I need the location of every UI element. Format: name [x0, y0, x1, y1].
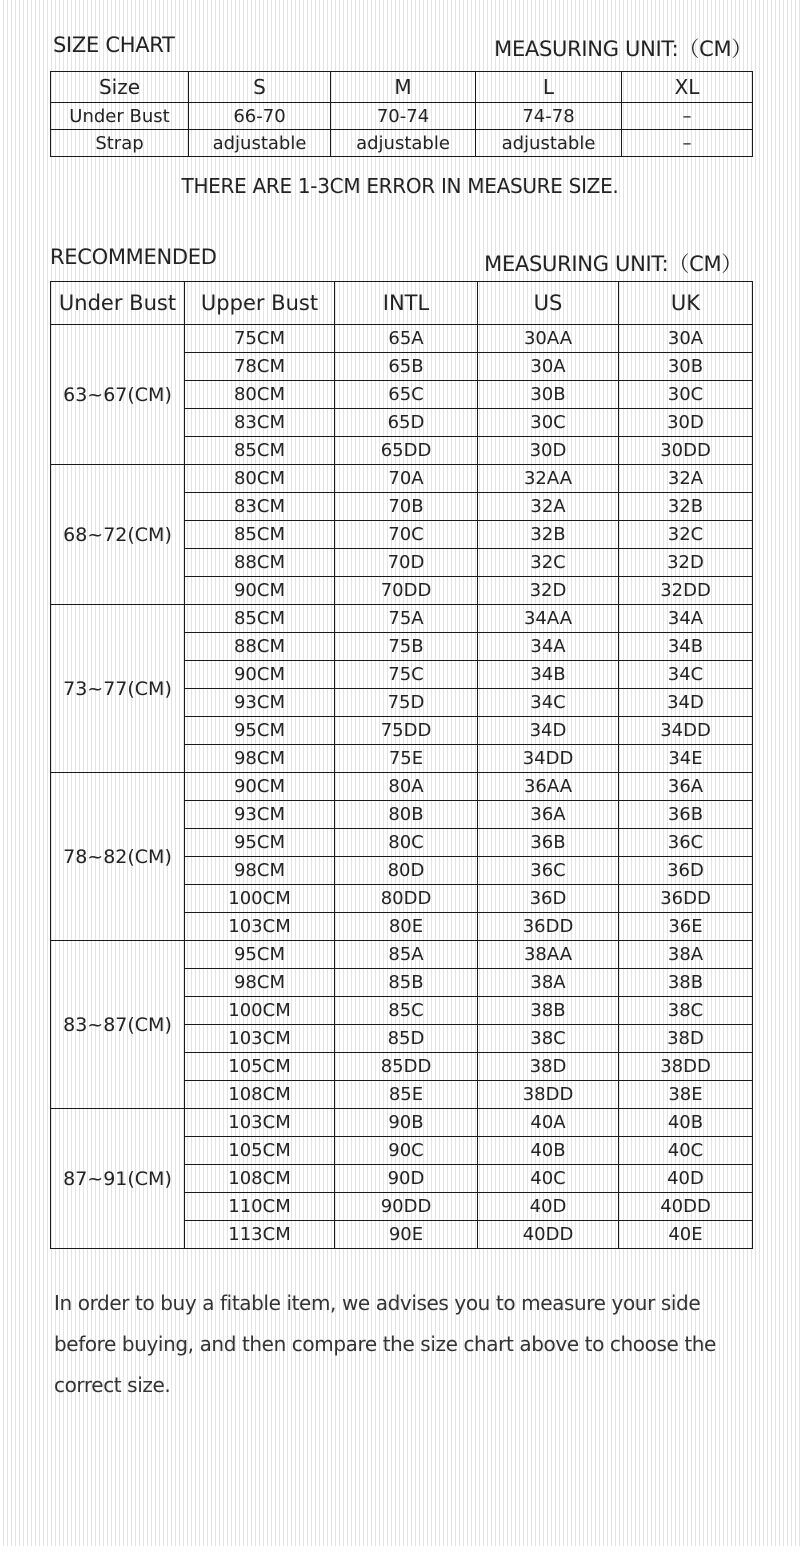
recommended-cell: 80CM: [185, 381, 335, 409]
recommended-cell: 32C: [619, 521, 753, 549]
recommended-cell: 34A: [619, 605, 753, 633]
recommended-cell: 90CM: [185, 773, 335, 801]
recommended-cell: 36A: [619, 773, 753, 801]
recommended-cell: 40C: [619, 1137, 753, 1165]
recommended-cell: 95CM: [185, 829, 335, 857]
recommended-cell: 36B: [619, 801, 753, 829]
recommended-cell: 85A: [335, 941, 478, 969]
recommended-cell: 36A: [478, 801, 619, 829]
recommended-cell: 75E: [335, 745, 478, 773]
recommended-cell: 34A: [478, 633, 619, 661]
recommended-cell: 98CM: [185, 857, 335, 885]
recommended-cell: 65DD: [335, 437, 478, 465]
recommended-cell: 103CM: [185, 913, 335, 941]
recommended-cell: 93CM: [185, 689, 335, 717]
recommended-cell: 90C: [335, 1137, 478, 1165]
recommended-cell: 32C: [478, 549, 619, 577]
recommended-cell: 36D: [619, 857, 753, 885]
recommended-cell: 110CM: [185, 1193, 335, 1221]
recommended-cell: 70D: [335, 549, 478, 577]
recommended-cell: 38D: [619, 1025, 753, 1053]
recommended-cell: 75DD: [335, 717, 478, 745]
recommended-cell: 34D: [619, 689, 753, 717]
recommended-cell: 75D: [335, 689, 478, 717]
measurement-advice: [54, 1283, 774, 1406]
recommended-cell: 32DD: [619, 577, 753, 605]
recommended-cell: 40D: [478, 1193, 619, 1221]
recommended-cell: 85B: [335, 969, 478, 997]
recommended-cell: 36C: [619, 829, 753, 857]
recommended-cell: 30C: [619, 381, 753, 409]
recommended-cell: 85E: [335, 1081, 478, 1109]
recommended-cell: 32A: [478, 493, 619, 521]
recommended-cell: 65D: [335, 409, 478, 437]
recommended-cell: 80C: [335, 829, 478, 857]
size-chart-header-cell: Size: [51, 72, 189, 103]
recommended-cell: 75A: [335, 605, 478, 633]
recommended-header-cell: INTL: [335, 282, 478, 325]
recommended-cell: 65C: [335, 381, 478, 409]
under-bust-range-cell: 87~91(CM): [51, 1109, 185, 1249]
recommended-cell: 38DD: [478, 1081, 619, 1109]
recommended-cell: 38C: [478, 1025, 619, 1053]
table-row: [51, 465, 753, 493]
size-chart-header-row: [51, 72, 753, 103]
recommended-cell: 34AA: [478, 605, 619, 633]
recommended-cell: 30A: [619, 325, 753, 353]
advice-line: before buying, and then compare the size chart above to choose the: [54, 1332, 716, 1356]
size-chart-header-cell: S: [189, 72, 331, 103]
recommended-cell: 90D: [335, 1165, 478, 1193]
recommended-cell: 70DD: [335, 577, 478, 605]
under-bust-range-cell: 73~77(CM): [51, 605, 185, 773]
recommended-cell: 98CM: [185, 969, 335, 997]
recommended-cell: 30DD: [619, 437, 753, 465]
under-bust-range-cell: 68~72(CM): [51, 465, 185, 605]
recommended-cell: 70A: [335, 465, 478, 493]
recommended-cell: 38C: [619, 997, 753, 1025]
recommended-cell: 105CM: [185, 1053, 335, 1081]
recommended-cell: 103CM: [185, 1025, 335, 1053]
recommended-cell: 34B: [619, 633, 753, 661]
recommended-header-row: [51, 282, 753, 325]
recommended-cell: 103CM: [185, 1109, 335, 1137]
recommended-cell: 70C: [335, 521, 478, 549]
advice-line: In order to buy a fitable item, we advises you to measure your side: [54, 1291, 701, 1315]
recommended-cell: 34C: [619, 661, 753, 689]
recommended-cell: 32AA: [478, 465, 619, 493]
size-chart-header-cell: L: [476, 72, 622, 103]
recommended-cell: 34DD: [619, 717, 753, 745]
recommended-cell: 78CM: [185, 353, 335, 381]
size-chart-cell: adjustable: [476, 130, 622, 157]
recommended-cell: 108CM: [185, 1165, 335, 1193]
recommended-cell: 30A: [478, 353, 619, 381]
recommended-cell: 40C: [478, 1165, 619, 1193]
size-chart-unit-label: MEASURING UNIT:（CM）: [494, 37, 752, 61]
recommended-cell: 38B: [478, 997, 619, 1025]
recommended-cell: 40D: [619, 1165, 753, 1193]
recommended-cell: 36DD: [478, 913, 619, 941]
under-bust-range-cell: 83~87(CM): [51, 941, 185, 1109]
recommended-cell: 108CM: [185, 1081, 335, 1109]
recommended-cell: 90DD: [335, 1193, 478, 1221]
recommended-cell: 80DD: [335, 885, 478, 913]
recommended-cell: 40B: [478, 1137, 619, 1165]
recommended-cell: 36E: [619, 913, 753, 941]
recommended-cell: 90E: [335, 1221, 478, 1249]
recommended-cell: 80E: [335, 913, 478, 941]
recommended-cell: 88CM: [185, 549, 335, 577]
size-chart-cell: adjustable: [331, 130, 476, 157]
recommended-cell: 90CM: [185, 577, 335, 605]
recommended-cell: 93CM: [185, 801, 335, 829]
size-chart-cell: Strap: [51, 130, 189, 157]
recommended-cell: 90B: [335, 1109, 478, 1137]
table-row: [51, 941, 753, 969]
size-chart-cell: 66-70: [189, 103, 331, 130]
recommended-cell: 98CM: [185, 745, 335, 773]
size-chart-cell: Under Bust: [51, 103, 189, 130]
recommended-cell: 80A: [335, 773, 478, 801]
measurement-error-note: THERE ARE 1-3CM ERROR IN MEASURE SIZE.: [181, 174, 619, 198]
recommended-cell: 34E: [619, 745, 753, 773]
size-chart-cell: 70-74: [331, 103, 476, 130]
recommended-header-cell: Upper Bust: [185, 282, 335, 325]
under-bust-range-cell: 63~67(CM): [51, 325, 185, 465]
recommended-cell: 85C: [335, 997, 478, 1025]
recommended-cell: 30D: [478, 437, 619, 465]
recommended-cell: 36DD: [619, 885, 753, 913]
size-chart-cell: adjustable: [189, 130, 331, 157]
size-chart-table: [50, 71, 753, 157]
recommended-cell: 38A: [478, 969, 619, 997]
recommended-cell: 88CM: [185, 633, 335, 661]
size-chart-header-cell: XL: [622, 72, 753, 103]
recommended-cell: 36C: [478, 857, 619, 885]
recommended-cell: 85CM: [185, 521, 335, 549]
recommended-cell: 83CM: [185, 493, 335, 521]
recommended-cell: 85DD: [335, 1053, 478, 1081]
recommended-cell: 80CM: [185, 465, 335, 493]
recommended-cell: 80D: [335, 857, 478, 885]
recommended-header-cell: UK: [619, 282, 753, 325]
table-row: [51, 325, 753, 353]
recommended-cell: 34DD: [478, 745, 619, 773]
recommended-cell: 85D: [335, 1025, 478, 1053]
recommended-cell: 40DD: [478, 1221, 619, 1249]
recommended-cell: 30C: [478, 409, 619, 437]
recommended-cell: 38A: [619, 941, 753, 969]
recommended-cell: 105CM: [185, 1137, 335, 1165]
recommended-table: [50, 281, 753, 1249]
recommended-cell: 34C: [478, 689, 619, 717]
table-row: [51, 1109, 753, 1137]
recommended-cell: 100CM: [185, 997, 335, 1025]
recommended-cell: 36B: [478, 829, 619, 857]
size-chart-cell: –: [622, 103, 753, 130]
recommended-cell: 36D: [478, 885, 619, 913]
recommended-cell: 85CM: [185, 605, 335, 633]
recommended-cell: 95CM: [185, 941, 335, 969]
recommended-cell: 38E: [619, 1081, 753, 1109]
recommended-cell: 70B: [335, 493, 478, 521]
recommended-unit-label: MEASURING UNIT:（CM）: [484, 252, 742, 276]
recommended-cell: 32B: [619, 493, 753, 521]
recommended-cell: 36AA: [478, 773, 619, 801]
recommended-cell: 95CM: [185, 717, 335, 745]
recommended-cell: 40A: [478, 1109, 619, 1137]
under-bust-range-cell: 78~82(CM): [51, 773, 185, 941]
size-chart-header-cell: M: [331, 72, 476, 103]
recommended-cell: 38DD: [619, 1053, 753, 1081]
recommended-cell: 40E: [619, 1221, 753, 1249]
recommended-cell: 30AA: [478, 325, 619, 353]
recommended-cell: 32B: [478, 521, 619, 549]
recommended-cell: 32A: [619, 465, 753, 493]
size-chart-row: [51, 130, 753, 157]
recommended-cell: 32D: [478, 577, 619, 605]
recommended-cell: 75CM: [185, 325, 335, 353]
recommended-cell: 83CM: [185, 409, 335, 437]
recommended-cell: 40B: [619, 1109, 753, 1137]
recommended-cell: 65B: [335, 353, 478, 381]
recommended-cell: 32D: [619, 549, 753, 577]
size-chart-row: [51, 103, 753, 130]
recommended-cell: 90CM: [185, 661, 335, 689]
recommended-cell: 113CM: [185, 1221, 335, 1249]
recommended-header-cell: US: [478, 282, 619, 325]
recommended-cell: 38B: [619, 969, 753, 997]
recommended-cell: 30B: [478, 381, 619, 409]
recommended-cell: 85CM: [185, 437, 335, 465]
recommended-cell: 100CM: [185, 885, 335, 913]
recommended-cell: 30B: [619, 353, 753, 381]
table-row: [51, 773, 753, 801]
recommended-cell: 38D: [478, 1053, 619, 1081]
size-chart-cell: –: [622, 130, 753, 157]
recommended-cell: 38AA: [478, 941, 619, 969]
advice-line: correct size.: [54, 1373, 171, 1397]
size-chart-title: SIZE CHART: [53, 33, 175, 57]
recommended-cell: 34B: [478, 661, 619, 689]
recommended-cell: 30D: [619, 409, 753, 437]
recommended-cell: 80B: [335, 801, 478, 829]
recommended-cell: 40DD: [619, 1193, 753, 1221]
recommended-cell: 34D: [478, 717, 619, 745]
recommended-cell: 75C: [335, 661, 478, 689]
recommended-header-cell: Under Bust: [51, 282, 185, 325]
recommended-cell: 75B: [335, 633, 478, 661]
recommended-title: RECOMMENDED: [50, 245, 217, 269]
recommended-cell: 65A: [335, 325, 478, 353]
table-row: [51, 605, 753, 633]
size-chart-cell: 74-78: [476, 103, 622, 130]
